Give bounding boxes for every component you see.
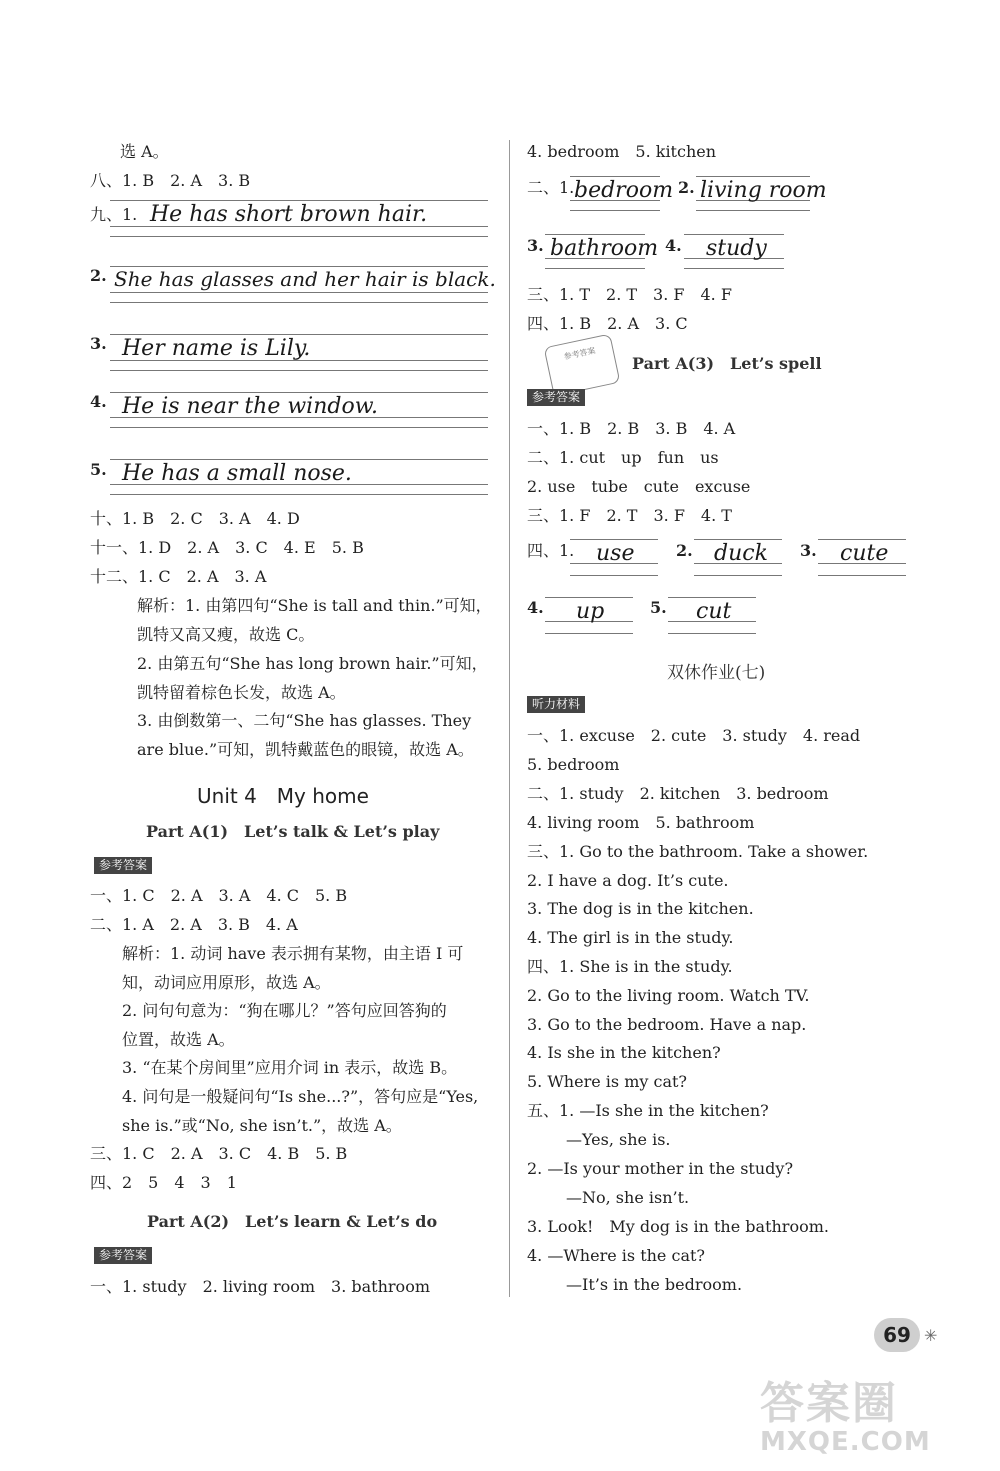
writing-rule xyxy=(110,392,488,393)
item-number: 3. xyxy=(90,334,107,353)
text-line: 选 A。 xyxy=(120,142,169,161)
writing-rule xyxy=(696,176,810,177)
writing-rule xyxy=(668,597,756,598)
writing-rule xyxy=(110,292,488,293)
handwritten-answer: He has a small nose. xyxy=(122,461,352,486)
handwritten-answer: He has short brown hair. xyxy=(150,202,428,227)
explanation-line: 2. 问句句意为：“狗在哪儿？”答句应回答狗的 xyxy=(122,1001,447,1020)
writing-rule xyxy=(110,494,488,495)
writing-rule xyxy=(570,210,660,211)
handwritten-answer: duck xyxy=(714,541,768,566)
answer-line: 一、1. B 2. B 3. B 4. A xyxy=(527,419,736,438)
writing-rule xyxy=(570,539,658,540)
item-number: 2. xyxy=(90,266,107,285)
explanation-line: 知，动词应用原形，故选 A。 xyxy=(122,973,331,992)
transcript-line: 3. Go to the bedroom. Have a nap. xyxy=(527,1015,807,1034)
item-number: 4. xyxy=(90,392,107,411)
item-number: 4. xyxy=(527,598,544,617)
item-number: 四、1. xyxy=(527,541,575,560)
watermark xyxy=(760,1380,990,1460)
answer-line: 四、1. B 2. A 3. C xyxy=(527,314,688,333)
answer-seal: 参考答案 xyxy=(544,333,621,396)
handwritten-answer: bedroom xyxy=(574,178,674,203)
handwritten-answer: She has glasses and her hair is black. xyxy=(114,267,496,291)
transcript-line: 2. Go to the living room. Watch TV. xyxy=(527,986,810,1005)
handwritten-answer: cut xyxy=(696,599,732,624)
answer-line: 十二、1. C 2. A 3. A xyxy=(90,567,267,586)
item-number: 5. xyxy=(650,598,667,617)
item-number: 九、1. xyxy=(90,205,138,224)
explanation-line: she is.”或“No, she isn’t.”，故选 A。 xyxy=(122,1116,402,1135)
answer-line: 三、1. T 2. T 3. F 4. F xyxy=(527,285,732,304)
transcript-line: 四、1. She is in the study. xyxy=(527,957,733,976)
answer-line: 四、2 5 4 3 1 xyxy=(90,1173,237,1192)
answer-line: 一、1. C 2. A 3. A 4. C 5. B xyxy=(90,886,348,905)
transcript-line: 一、1. excuse 2. cute 3. study 4. read xyxy=(527,726,861,745)
explanation-line: 凯特又高又瘦，故选 C。 xyxy=(137,625,315,644)
explanation-line: 凯特留着棕色长发，故选 A。 xyxy=(137,683,346,702)
item-number: 3. xyxy=(527,236,544,255)
writing-rule xyxy=(110,200,488,201)
writing-rule xyxy=(818,575,906,576)
writing-rule xyxy=(570,176,660,177)
answer-line: 2. use tube cute excuse xyxy=(527,477,751,496)
transcript-line: 4. Is she in the kitchen? xyxy=(527,1043,721,1062)
answer-line: 二、1. A 2. A 3. B 4. A xyxy=(90,915,298,934)
writing-rule xyxy=(110,427,488,428)
star-icon: ✳ xyxy=(924,1326,938,1345)
section-title: Part A(1) Let’s talk & Let’s play xyxy=(146,822,440,841)
item-number: 2. xyxy=(676,541,693,560)
listening-material-tag: 听力材料 xyxy=(527,696,585,713)
answer-line: 十、1. B 2. C 3. A 4. D xyxy=(90,509,300,528)
handwritten-answer: cute xyxy=(840,541,889,566)
item-number: 2. xyxy=(678,178,695,197)
transcript-line: 4. The girl is in the study. xyxy=(527,928,734,947)
explanation-line: 2. 由第五句“She has long brown hair.”可知， xyxy=(137,654,488,673)
section-title: 双休作业(七) xyxy=(667,663,766,683)
answer-line: 八、1. B 2. A 3. B xyxy=(90,171,251,190)
handwritten-answer: up xyxy=(576,599,605,624)
explanation-line: 解析：1. 动词 have 表示拥有某物，由主语 I 可 xyxy=(122,944,464,963)
writing-rule xyxy=(110,334,488,335)
writing-rule xyxy=(110,236,488,237)
writing-rule xyxy=(110,370,488,371)
column-divider xyxy=(509,140,510,1297)
answer-key-tag: 参考答案 xyxy=(527,389,585,406)
writing-rule xyxy=(684,234,784,235)
transcript-line: 4. living room 5. bathroom xyxy=(527,813,755,832)
writing-rule xyxy=(668,633,756,634)
explanation-line: 4. 问句是一般疑问句“Is she...?”，答句应是“Yes, xyxy=(122,1087,479,1106)
item-number: 3. xyxy=(800,541,817,560)
transcript-line: —It’s in the bedroom. xyxy=(566,1275,743,1294)
answer-line: 4. bedroom 5. kitchen xyxy=(527,142,717,161)
writing-rule xyxy=(694,575,782,576)
transcript-line: 5. Where is my cat? xyxy=(527,1072,687,1091)
watermark-title: 答案圈 xyxy=(760,1378,898,1429)
transcript-line: 5. bedroom xyxy=(527,755,620,774)
answer-line: 三、1. C 2. A 3. C 4. B 5. B xyxy=(90,1144,348,1163)
page-number: 69 xyxy=(874,1318,920,1352)
writing-rule xyxy=(545,234,645,235)
writing-rule xyxy=(545,268,645,269)
handwritten-answer: He is near the window. xyxy=(122,394,378,419)
answer-key-tag: 参考答案 xyxy=(94,1247,152,1264)
transcript-line: 五、1. —Is she in the kitchen? xyxy=(527,1101,769,1120)
unit-title: Unit 4 My home xyxy=(197,784,369,808)
handwritten-answer: Her name is Lily. xyxy=(122,336,311,361)
transcript-line: 三、1. Go to the bathroom. Take a shower. xyxy=(527,842,869,861)
answer-key-tag: 参考答案 xyxy=(94,857,152,874)
transcript-line: 3. Look! My dog is in the bathroom. xyxy=(527,1217,829,1236)
writing-rule xyxy=(818,539,906,540)
handwritten-answer: study xyxy=(706,236,767,261)
item-number: 5. xyxy=(90,460,107,479)
writing-rule xyxy=(684,268,784,269)
writing-rule xyxy=(110,459,488,460)
writing-rule xyxy=(696,210,810,211)
handwritten-answer: use xyxy=(596,541,635,566)
item-number: 二、1. xyxy=(527,178,575,197)
watermark-url: MXQE.COM xyxy=(760,1427,931,1457)
transcript-line: 2. I have a dog. It’s cute. xyxy=(527,871,729,890)
item-number: 4. xyxy=(665,236,682,255)
writing-rule xyxy=(110,302,488,303)
writing-rule xyxy=(545,633,633,634)
explanation-line: 位置，故选 A。 xyxy=(122,1030,235,1049)
writing-rule xyxy=(545,597,633,598)
answer-line: 一、1. study 2. living room 3. bathroom xyxy=(90,1277,430,1296)
explanation-line: 解析：1. 由第四句“She is tall and thin.”可知， xyxy=(137,596,492,615)
transcript-line: 二、1. study 2. kitchen 3. bedroom xyxy=(527,784,829,803)
answer-line: 十一、1. D 2. A 3. C 4. E 5. B xyxy=(90,538,364,557)
section-title: Part A(2) Let’s learn & Let’s do xyxy=(147,1212,438,1231)
answer-line: 二、1. cut up fun us xyxy=(527,448,719,467)
transcript-line: —Yes, she is. xyxy=(566,1130,671,1149)
transcript-line: 2. —Is your mother in the study? xyxy=(527,1159,794,1178)
section-title: Part A(3) Let’s spell xyxy=(632,354,822,373)
handwritten-answer: bathroom xyxy=(550,236,659,261)
writing-rule xyxy=(694,539,782,540)
handwritten-answer: living room xyxy=(700,178,827,203)
transcript-line: —No, she isn’t. xyxy=(566,1188,690,1207)
explanation-line: 3. 由倒数第一、二句“She has glasses. They xyxy=(137,711,472,730)
answer-line: 三、1. F 2. T 3. F 4. T xyxy=(527,506,732,525)
writing-rule xyxy=(570,575,658,576)
explanation-line: are blue.”可知，凯特戴蓝色的眼镜，故选 A。 xyxy=(137,740,474,759)
transcript-line: 3. The dog is in the kitchen. xyxy=(527,899,754,918)
transcript-line: 4. —Where is the cat? xyxy=(527,1246,705,1265)
explanation-line: 3. “在某个房间里”应用介词 in 表示，故选 B。 xyxy=(122,1058,458,1077)
